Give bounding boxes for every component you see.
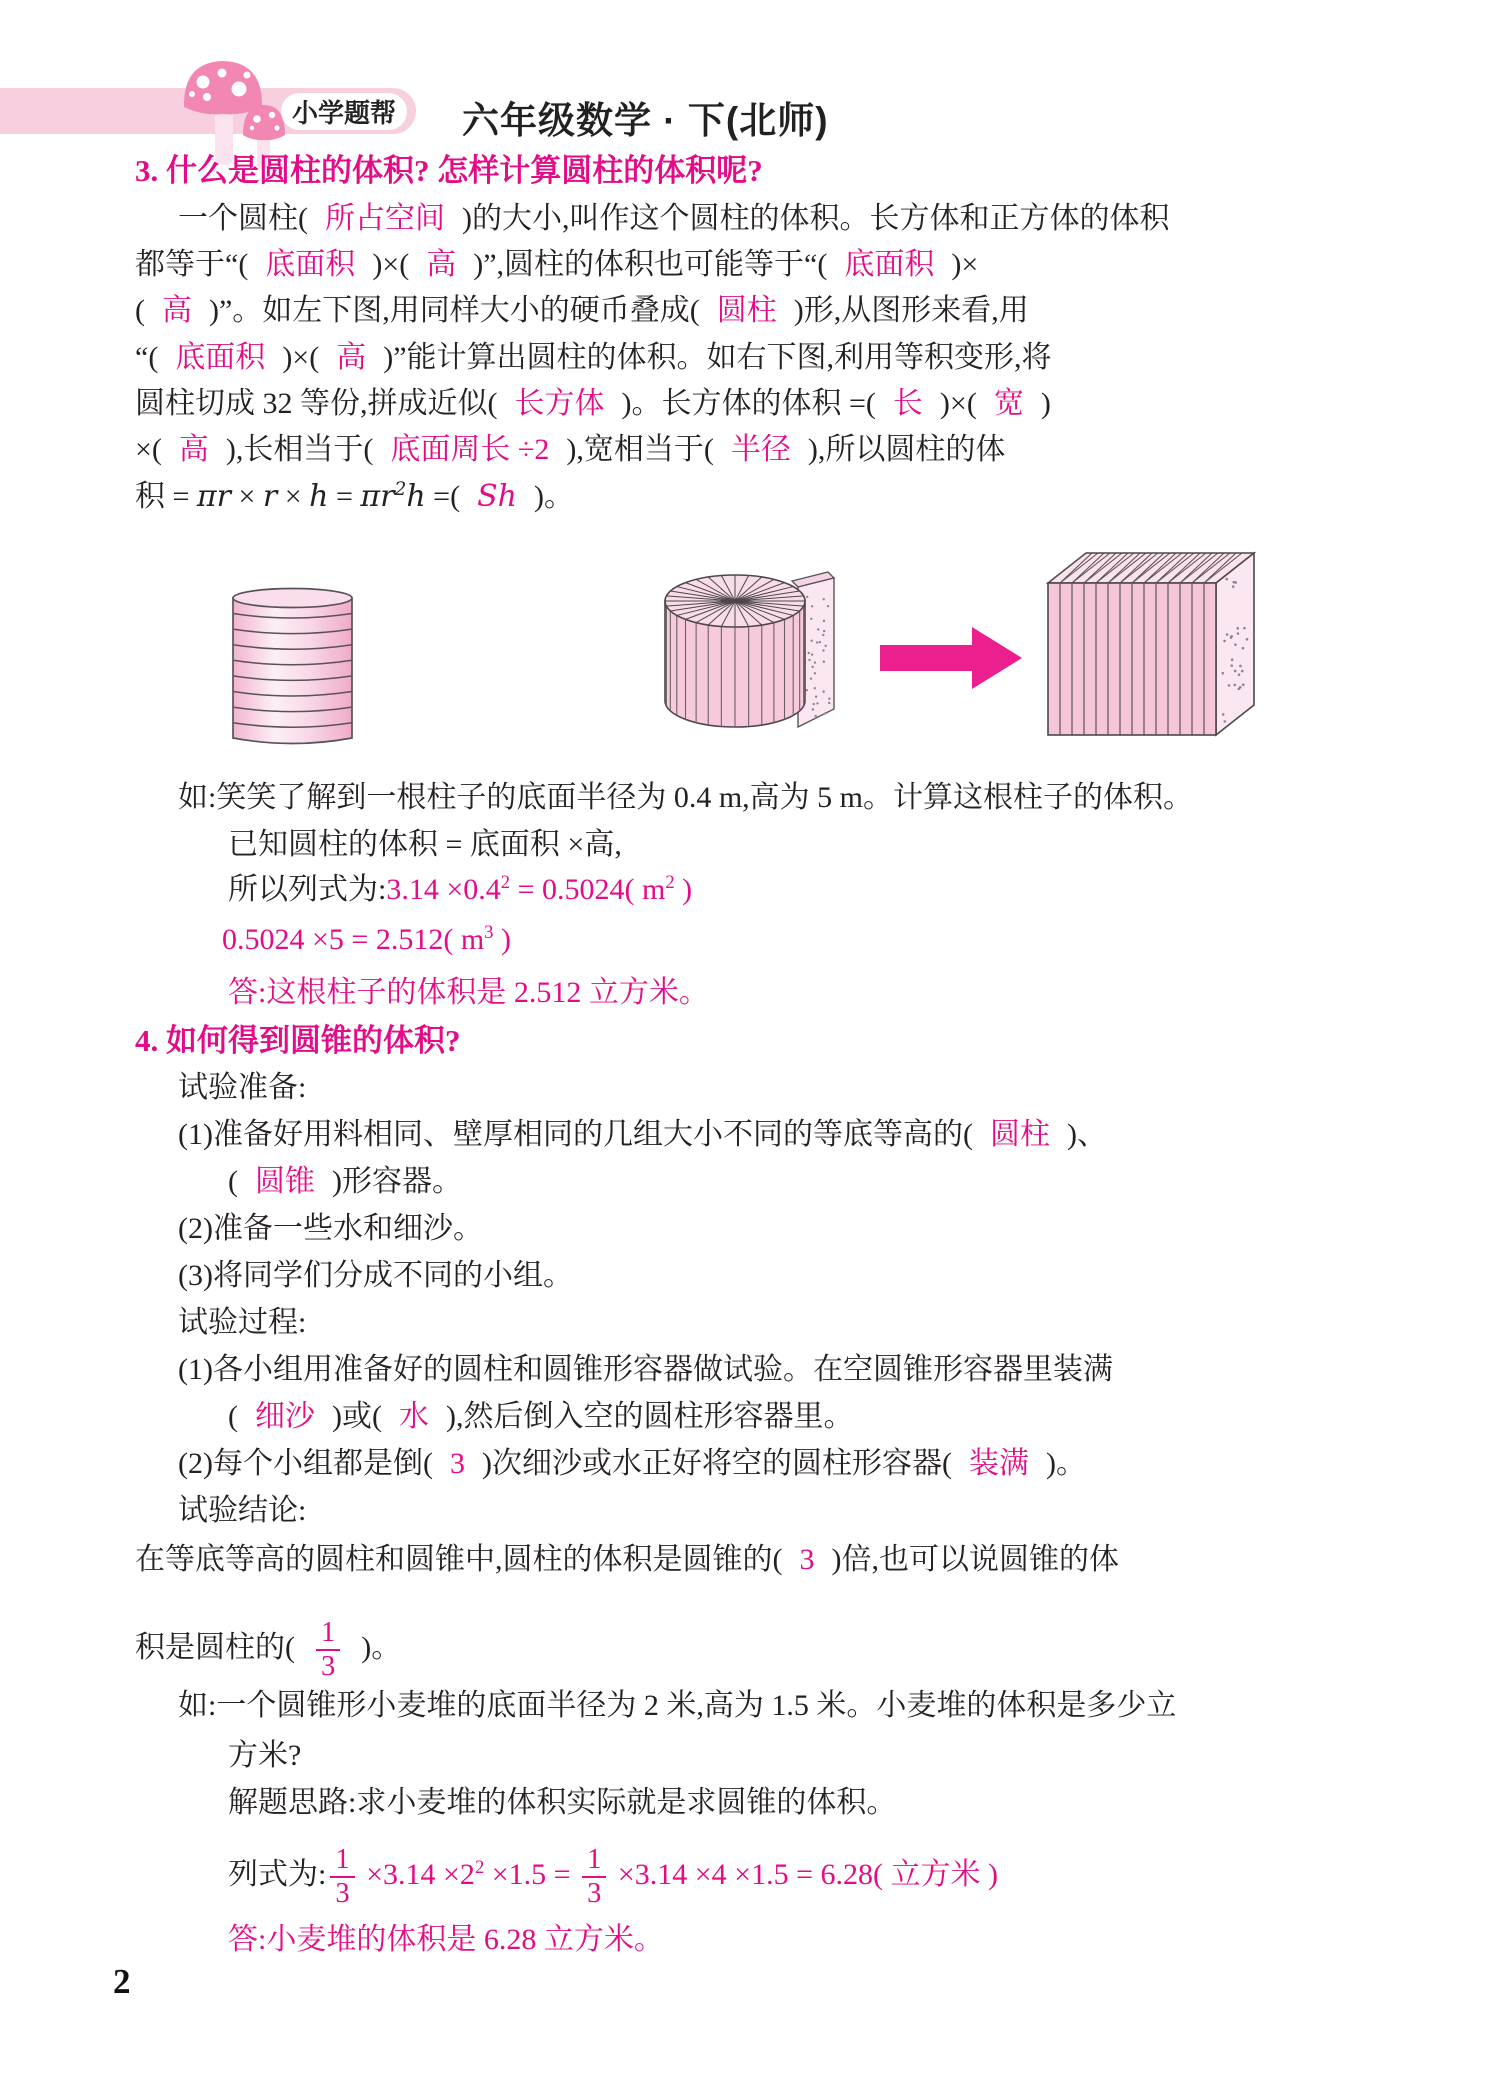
cylinder-volume-figure xyxy=(0,523,1506,783)
q4-line: 解题思路:求小麦堆的体积实际就是求圆锥的体积。 xyxy=(228,1786,897,1819)
sector-cylinder-figure xyxy=(665,572,834,727)
cuboid-figure xyxy=(1048,553,1254,735)
q4-line: 试验准备: xyxy=(178,1071,307,1104)
q3-para-line: 圆柱切成 32 等份,拼成近似( 长方体 )。长方体的体积 =( 长 )×( 宽 ) xyxy=(135,387,1051,420)
q3-heading: 3. 什么是圆柱的体积? 怎样计算圆柱的体积呢? xyxy=(135,153,763,188)
q3-para-line: 一个圆柱( 所占空间 )的大小,叫作这个圆柱的体积。长方体和正方体的体积 xyxy=(178,202,1170,235)
brand-badge xyxy=(281,93,407,130)
q4-line: ( 细沙 )或( 水 ),然后倒入空的圆柱形容器里。 xyxy=(228,1400,854,1433)
q4-line: 方米? xyxy=(228,1739,302,1772)
q4-line: 积是圆柱的( $\frac{1}{3}$ )。 xyxy=(135,1617,402,1682)
q4-line: 答:小麦堆的体积是 6.28 立方米。 xyxy=(228,1923,664,1956)
q4-line: ( 圆锥 )形容器。 xyxy=(228,1165,462,1198)
example-line: 答:这根柱子的体积是 2.512 立方米。 xyxy=(228,976,709,1009)
page-number: 2 xyxy=(113,1962,131,2001)
q3-para-line: ×( 高 ),长相当于( 底面周长 ÷2 ),宽相当于( 半径 ),所以圆柱的体 xyxy=(135,433,1006,466)
q4-line: 如:一个圆锥形小麦堆的底面半径为 2 米,高为 1.5 米。小麦堆的体积是多少立 xyxy=(178,1689,1177,1722)
q3-para-line: 积 = $\pi r \times r \times h = \pi r^2h$ =( Sh )。 xyxy=(135,479,574,514)
q4-line: 列式为: $\frac{1}{3}$ $\times 3.14 \times 2^2 \times 1.5$ = $\frac{1}{3}$ ×3.14 ×4 ×1.5 = 6.28( 立方米 ) xyxy=(228,1844,998,1909)
q4-line: (2)每个小组都是倒( 3 )次细沙或水正好将空的圆柱形容器( 装满 )。 xyxy=(178,1447,1086,1480)
coin-stack-figure xyxy=(233,589,352,744)
q4-line: 试验结论: xyxy=(178,1494,307,1527)
q4-line: (2)准备一些水和细沙。 xyxy=(178,1212,483,1245)
example-line: 已知圆柱的体积 = 底面积 ×高, xyxy=(228,828,622,861)
q3-para-line: ( 高 )”。如左下图,用同样大小的硬币叠成( 圆柱 )形,从图形来看,用 xyxy=(135,294,1029,327)
q4-line: 试验过程: xyxy=(178,1306,307,1339)
example-line: 如:笑笑了解到一根柱子的底面半径为 0.4 m,高为 5 m。计算这根柱子的体积。 xyxy=(178,781,1194,814)
q4-line: 在等底等高的圆柱和圆锥中,圆柱的体积是圆锥的( 3 )倍,也可以说圆锥的体 xyxy=(135,1543,1119,1576)
q4-line: (1)各小组用准备好的圆柱和圆锥形容器做试验。在空圆锥形容器里装满 xyxy=(178,1353,1113,1386)
q4-line: (1)准备好用料相同、壁厚相同的几组大小不同的等底等高的( 圆柱 )、 xyxy=(178,1118,1107,1151)
example-line: 所以列式为:3.14 $\times 0.4^2 = 0.5024$( $m^2$ ) xyxy=(228,872,693,906)
example-line: 0.5024 ×5 = 2.512( $m^3$ ) xyxy=(222,922,511,956)
q4-heading: 4. 如何得到圆锥的体积? xyxy=(135,1023,461,1058)
q4-line: (3)将同学们分成不同的小组。 xyxy=(178,1259,573,1292)
book-title: 六年级数学 · 下(北师) xyxy=(462,100,829,141)
q3-para-line: 都等于“( 底面积 )×( 高 )”,圆柱的体积也可能等于“( 底面积 )× xyxy=(135,248,979,281)
q3-para-line: “( 底面积 )×( 高 )”能计算出圆柱的体积。如右下图,利用等积变形,将 xyxy=(135,341,1052,374)
brand-text: 小学题帮 xyxy=(291,98,396,128)
transform-arrow-icon xyxy=(880,627,1022,689)
